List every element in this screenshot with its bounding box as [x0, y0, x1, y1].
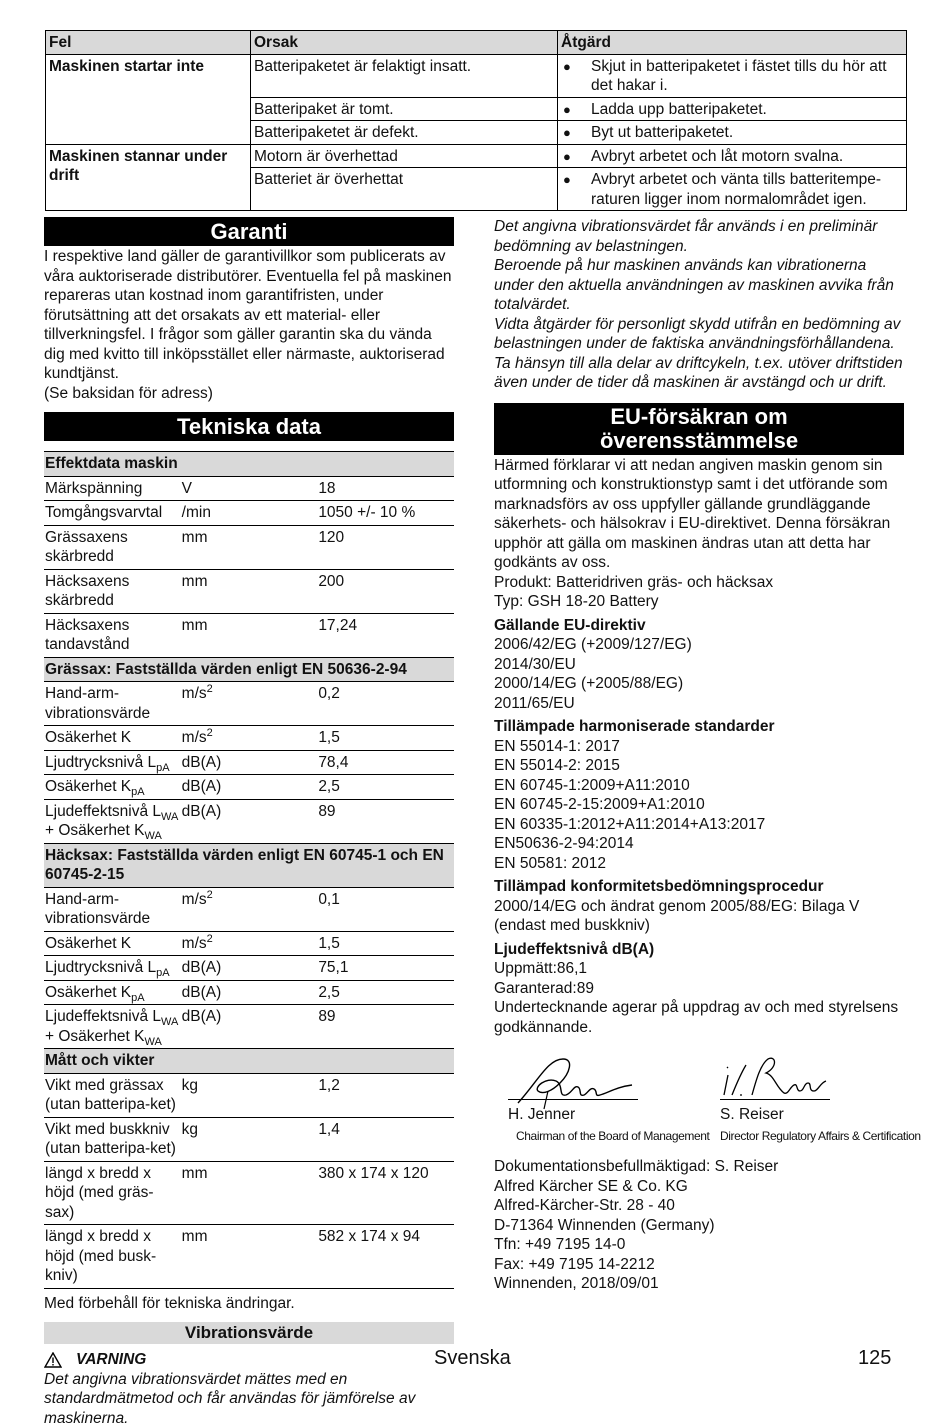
cause-cell: Batteripaketet är felaktigt insatt.: [251, 54, 558, 97]
param-label: längd x bredd x höjd (med gräs-sax): [44, 1161, 181, 1225]
param-label: [44, 750, 181, 775]
fault-cell: Maskinen stannar under drift: [46, 144, 251, 211]
param-value: 1,2: [317, 1073, 454, 1117]
label-subscript: WA: [161, 811, 178, 823]
directive-item: 2014/30/EU: [494, 655, 904, 675]
param-label: Märkspänning: [44, 476, 181, 501]
cause-cell: Batteripaket är tomt.: [251, 97, 558, 121]
vibration-text: Det angivna vibrationsvärdet mättes med en standardmätmetod och får användas för jämförelse av maskinerna.: [44, 1370, 454, 1428]
label-text: Ljudtrycksnivå L: [45, 754, 156, 771]
param-label: [44, 980, 181, 1005]
param-value: 17,24: [317, 613, 454, 657]
troubleshooting-table: [45, 30, 907, 211]
eu-standards-title: Tillämpade harmoniserade standarder: [494, 717, 904, 737]
unit-exponent: 2: [207, 727, 213, 739]
garanti-heading: Garanti: [44, 217, 454, 246]
section-title: Häcksax: Fastställda värden enligt EN 60745-1 och EN 60745-2-15: [44, 843, 454, 887]
footer-language: Svenska: [434, 1349, 511, 1369]
garanti-text: I respektive land gäller de garantivillkor som publicerats av våra auktoriserade distributörer. Eventuella fel på maskinen repareras utan kostnad inom garantifristen, under förutsättning att det orsakats av ett material- eller tillverkningsfel. I frågor som gäller garantin ska du vända dig med kvitto till inköpsstället eller närmaste, auktoriserad kundtjänst.: [44, 247, 454, 384]
company-city: D-71364 Winnenden (Germany): [494, 1216, 904, 1236]
eu-procedure: 2000/14/EG och ändrat genom 2005/88/EG: Bilaga V (endast med buskkniv): [494, 897, 904, 936]
param-label: längd x bredd x höjd (med busk-kniv): [44, 1225, 181, 1289]
eu-standards-list: [494, 737, 904, 874]
param-value: 1,5: [317, 726, 454, 751]
section-row: [44, 657, 454, 682]
param-label: Vikt med buskkniv (utan batteripa-ket): [44, 1117, 181, 1161]
effekt-rows: [44, 476, 454, 657]
param-unit: /min: [181, 501, 318, 526]
company-fax: Fax: +49 7195 14-2212: [494, 1255, 904, 1275]
eu-intro: Härmed förklarar vi att nedan angiven maskin genom sin utformning och konstruktionstyp samt i det utförande som marknadsförs av oss uppfyller gällande grundläggande säkerhets- och hälsokrav i EU-direktivet. Denna försäkran upphör att gälla om maskinen ändras utan att detta har godkänts av oss.: [494, 456, 904, 573]
signature-jenner: [508, 1051, 638, 1111]
section-title: Grässax: Fastställda värden enligt EN 50636-2-94: [44, 657, 454, 682]
fault-cell: Maskinen startar inte: [46, 54, 251, 144]
param-value: 18: [317, 476, 454, 501]
param-value: 89: [317, 1005, 454, 1049]
param-label: [44, 1005, 181, 1049]
technical-reservation: Med förbehåll för tekniska ändringar.: [44, 1294, 454, 1314]
table-row: [44, 476, 454, 501]
cause-cell: Batteriet är överhettat: [251, 168, 558, 211]
label-text: + Osäkerhet K: [45, 1028, 145, 1045]
param-value: 89: [317, 799, 454, 843]
param-label: Hand-arm-vibrationsvärde: [44, 682, 181, 726]
eu-sound-measured: Uppmätt:86,1: [494, 959, 904, 979]
param-value: 0,1: [317, 887, 454, 931]
directive-item: 2006/42/EG (+2009/127/EG): [494, 635, 904, 655]
eu-type: Typ: GSH 18-20 Battery: [494, 592, 904, 612]
label-text: Ljudtrycksnivå L: [45, 959, 156, 976]
param-label: [44, 956, 181, 981]
table-row: [44, 931, 454, 956]
eu-directives-list: [494, 635, 904, 713]
param-value: 1,4: [317, 1117, 454, 1161]
remedy-cell: [558, 54, 907, 97]
doc-representative: Dokumentationsbefullmäktigad: S. Reiser: [494, 1157, 904, 1177]
param-unit: V: [181, 476, 318, 501]
signature-line: [720, 1099, 830, 1100]
handwritten-signature-reiser: [720, 1051, 830, 1101]
unit-exponent: 2: [207, 889, 213, 901]
header-atgard: Åtgärd: [558, 31, 907, 55]
label-text: Ljudeffektsnivå L: [45, 1008, 161, 1025]
standard-item: EN 60745-1:2009+A11:2010: [494, 776, 904, 796]
header-orsak: Orsak: [251, 31, 558, 55]
eu-signing-note: Undertecknande agerar på uppdrag av och med styrelsens godkännande.: [494, 998, 904, 1037]
warning-triangle-icon: [44, 1352, 62, 1368]
param-unit: dB(A): [181, 750, 318, 775]
table-row: [44, 569, 454, 613]
signature-reiser: [720, 1051, 830, 1101]
vibration-heading: Vibrationsvärde: [44, 1322, 454, 1344]
unit-text: m/s: [182, 891, 207, 908]
table-row: [44, 1117, 454, 1161]
vibration-text-continued: Det angivna vibrationsvärdet får används i en preliminär bedömning av belastningen.: [494, 217, 904, 256]
company-name: Alfred Kärcher SE & Co. KG: [494, 1177, 904, 1197]
signer1-role: Chairman of the Board of Management: [516, 1127, 709, 1147]
param-unit: dB(A): [181, 956, 318, 981]
section-row: [44, 1049, 454, 1074]
eu-sound-title: Ljudeffektsnivå dB(A): [494, 940, 904, 960]
param-label: Vikt med grässax (utan batteripa-ket): [44, 1073, 181, 1117]
param-unit: [181, 726, 318, 751]
eu-heading-line: överensstämmelse: [494, 429, 904, 453]
param-unit: mm: [181, 1225, 318, 1289]
signer2-role: Director Regulatory Affairs & Certification: [720, 1127, 921, 1147]
vibration-text-continued: Vidta åtgärder för personligt skydd utifrån en bedömning av belastningen under de faktiska användningsförhållandena. Ta hänsyn till alla delar av driftcykeln, t.ex. utöver driftstiden även under de tider då maskinen är avstängd och ur drift.: [494, 315, 904, 393]
standard-item: EN 50581: 2012: [494, 854, 904, 874]
table-row: [44, 1005, 454, 1049]
param-label: Grässaxens skärbredd: [44, 525, 181, 569]
warning-row: [44, 1350, 454, 1370]
label-subscript: pA: [131, 786, 144, 798]
param-label: Tomgångsvarvtal: [44, 501, 181, 526]
place-date: Winnenden, 2018/09/01: [494, 1274, 904, 1294]
remedy-text: ● Avbryt arbetet och låt motorn svalna.: [561, 147, 903, 167]
param-unit: kg: [181, 1073, 318, 1117]
param-label: [44, 799, 181, 843]
section-title: Effektdata maskin: [44, 452, 454, 477]
param-value: 2,5: [317, 980, 454, 1005]
table-row: [44, 1225, 454, 1289]
param-unit: [181, 931, 318, 956]
param-value: 78,4: [317, 750, 454, 775]
table-row: [44, 613, 454, 657]
param-label: Osäkerhet K: [44, 726, 181, 751]
remedy-cell: [558, 97, 907, 121]
param-unit: [181, 682, 318, 726]
directive-item: 2011/65/EU: [494, 694, 904, 714]
table-row: [44, 682, 454, 726]
matt-rows: [44, 1073, 454, 1288]
param-value: 1050 +/- 10 %: [317, 501, 454, 526]
garanti-address-note: (Se baksidan för adress): [44, 384, 454, 404]
tekniska-heading: Tekniska data: [44, 412, 454, 441]
param-label: Häcksaxens skärbredd: [44, 569, 181, 613]
eu-directives-title: Gällande EU-direktiv: [494, 616, 904, 636]
vibration-text-continued: Beroende på hur maskinen används kan vibrationerna under den aktuella användningen av maskinen avvika från totalvärdet.: [494, 256, 904, 315]
param-value: 120: [317, 525, 454, 569]
param-value: 200: [317, 569, 454, 613]
standard-item: EN 55014-2: 2015: [494, 756, 904, 776]
cause-cell: Motorn är överhettad: [251, 144, 558, 168]
table-row: [44, 501, 454, 526]
eu-procedure-title: Tillämpad konformitetsbedömningsprocedur: [494, 877, 904, 897]
label-subscript: pA: [156, 762, 169, 774]
unit-text: m/s: [182, 685, 207, 702]
param-value: 1,5: [317, 931, 454, 956]
param-label: Häcksaxens tandavstånd: [44, 613, 181, 657]
signature-line: [508, 1099, 638, 1100]
standard-item: EN 60745-2-15:2009+A1:2010: [494, 795, 904, 815]
company-street: Alfred-Kärcher-Str. 28 - 40: [494, 1196, 904, 1216]
remedy-cell: [558, 144, 907, 168]
table-row: [44, 750, 454, 775]
section-row: [44, 843, 454, 887]
page-number: 125: [858, 1349, 891, 1369]
table-row: [44, 1161, 454, 1225]
table-header-row: [46, 31, 907, 55]
table-row: [44, 956, 454, 981]
param-value: 2,5: [317, 775, 454, 800]
param-unit: dB(A): [181, 980, 318, 1005]
section-title: Mått och vikter: [44, 1049, 454, 1074]
param-label: [44, 775, 181, 800]
label-subscript: WA: [145, 830, 162, 842]
label-subscript: WA: [145, 1036, 162, 1048]
eu-sound-guaranteed: Garanterad:89: [494, 979, 904, 999]
remedy-cell: [558, 121, 907, 145]
cause-cell: Batteripaketet är defekt.: [251, 121, 558, 145]
param-value: 582 x 174 x 94: [317, 1225, 454, 1289]
handwritten-signature-jenner: [508, 1051, 638, 1111]
param-unit: mm: [181, 613, 318, 657]
table-row: [44, 726, 454, 751]
label-subscript: pA: [131, 992, 144, 1004]
label-text: Osäkerhet K: [45, 984, 131, 1001]
param-unit: dB(A): [181, 775, 318, 800]
unit-exponent: 2: [207, 683, 213, 695]
technical-data-table: [44, 451, 454, 1289]
signatures: [494, 1051, 904, 1156]
unit-exponent: 2: [207, 933, 213, 945]
label-text: Ljudeffektsnivå L: [45, 803, 161, 820]
param-value: 75,1: [317, 956, 454, 981]
unit-text: m/s: [182, 935, 207, 952]
section-row: [44, 452, 454, 477]
signer1-name: H. Jenner: [508, 1105, 575, 1125]
table-row: [46, 144, 907, 168]
remedy-text: ● Skjut in batteripaketet i fästet tills du hör att det hakar i.: [561, 57, 903, 96]
company-phone: Tfn: +49 7195 14-0: [494, 1235, 904, 1255]
param-unit: mm: [181, 525, 318, 569]
eu-product: Produkt: Batteridriven gräs- och häcksax: [494, 573, 904, 593]
right-column: [494, 217, 904, 1294]
param-label: Osäkerhet K: [44, 931, 181, 956]
remedy-text: ● Byt ut batteripaketet.: [561, 123, 903, 143]
remedy-text: ● Avbryt arbetet och vänta tills batteritempe-raturen ligger inom normalområdet igen.: [561, 170, 903, 209]
table-row: [44, 775, 454, 800]
eu-heading-line: EU-försäkran om: [494, 405, 904, 429]
param-unit: kg: [181, 1117, 318, 1161]
param-unit: [181, 887, 318, 931]
standard-item: EN 60335-1:2012+A11:2014+A13:2017: [494, 815, 904, 835]
param-unit: mm: [181, 1161, 318, 1225]
header-fel: Fel: [46, 31, 251, 55]
standard-item: EN 55014-1: 2017: [494, 737, 904, 757]
table-row: [44, 799, 454, 843]
param-value: 380 x 174 x 120: [317, 1161, 454, 1225]
warning-label: VARNING: [76, 1350, 146, 1370]
label-text: Osäkerhet K: [45, 778, 131, 795]
label-subscript: pA: [156, 967, 169, 979]
table-row: [44, 980, 454, 1005]
standard-item: EN50636-2-94:2014: [494, 834, 904, 854]
remedy-text: ● Ladda upp batteripaketet.: [561, 100, 903, 120]
remedy-cell: [558, 168, 907, 211]
table-row: [44, 887, 454, 931]
label-subscript: WA: [161, 1016, 178, 1028]
directive-item: 2000/14/EG (+2005/88/EG): [494, 674, 904, 694]
param-unit: dB(A): [181, 799, 318, 843]
param-label: Hand-arm-vibrationsvärde: [44, 887, 181, 931]
table-row: [46, 54, 907, 97]
param-value: 0,2: [317, 682, 454, 726]
table-row: [44, 525, 454, 569]
unit-text: m/s: [182, 729, 207, 746]
label-text: + Osäkerhet K: [45, 822, 145, 839]
param-unit: dB(A): [181, 1005, 318, 1049]
param-unit: mm: [181, 569, 318, 613]
table-row: [44, 1073, 454, 1117]
left-column: [44, 217, 454, 1428]
signer2-name: S. Reiser: [720, 1105, 784, 1125]
eu-heading: [494, 403, 904, 455]
